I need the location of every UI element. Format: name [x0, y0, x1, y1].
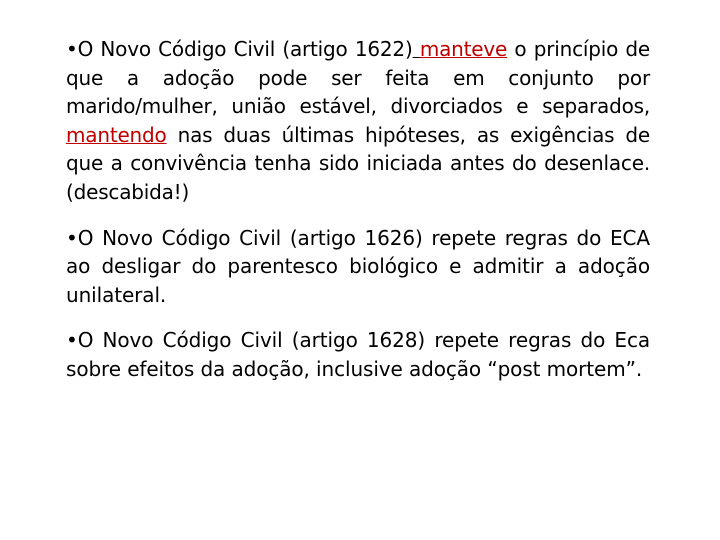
underline-gap — [413, 37, 420, 61]
paragraph-text: o princípio de que a adoção pode ser feita em conjunto por marido/mulher, união estável, divorciados e separados, — [66, 37, 650, 119]
paragraph-text: O Novo Código Civil (artigo 1628) repete regras do Eca sobre efeitos da adoção, inclusive adoção “post mortem”. — [66, 328, 650, 381]
slide-body — [66, 35, 650, 384]
paragraph-article-1622 — [66, 35, 650, 207]
bullet: • — [66, 328, 78, 353]
bullet: • — [66, 37, 78, 61]
emphasis-word-mantendo: mantendo — [66, 122, 167, 147]
emphasis-word-manteve: manteve — [419, 37, 508, 61]
paragraph-text: O Novo Código Civil (artigo 1626) repete regras do ECA ao desligar do parentesco biológico e admitir a adoção unilateral. — [66, 225, 650, 307]
bullet: • — [66, 225, 78, 250]
paragraph-text: nas duas últimas hipóteses, as exigências de que a convivência tenha sido iniciada antes do desenlace.(descabida!) — [66, 122, 650, 204]
paragraph-text: O Novo Código Civil (artigo 1622) — [77, 37, 413, 61]
paragraph-article-1628 — [66, 326, 650, 383]
paragraph-article-1626 — [66, 224, 650, 310]
